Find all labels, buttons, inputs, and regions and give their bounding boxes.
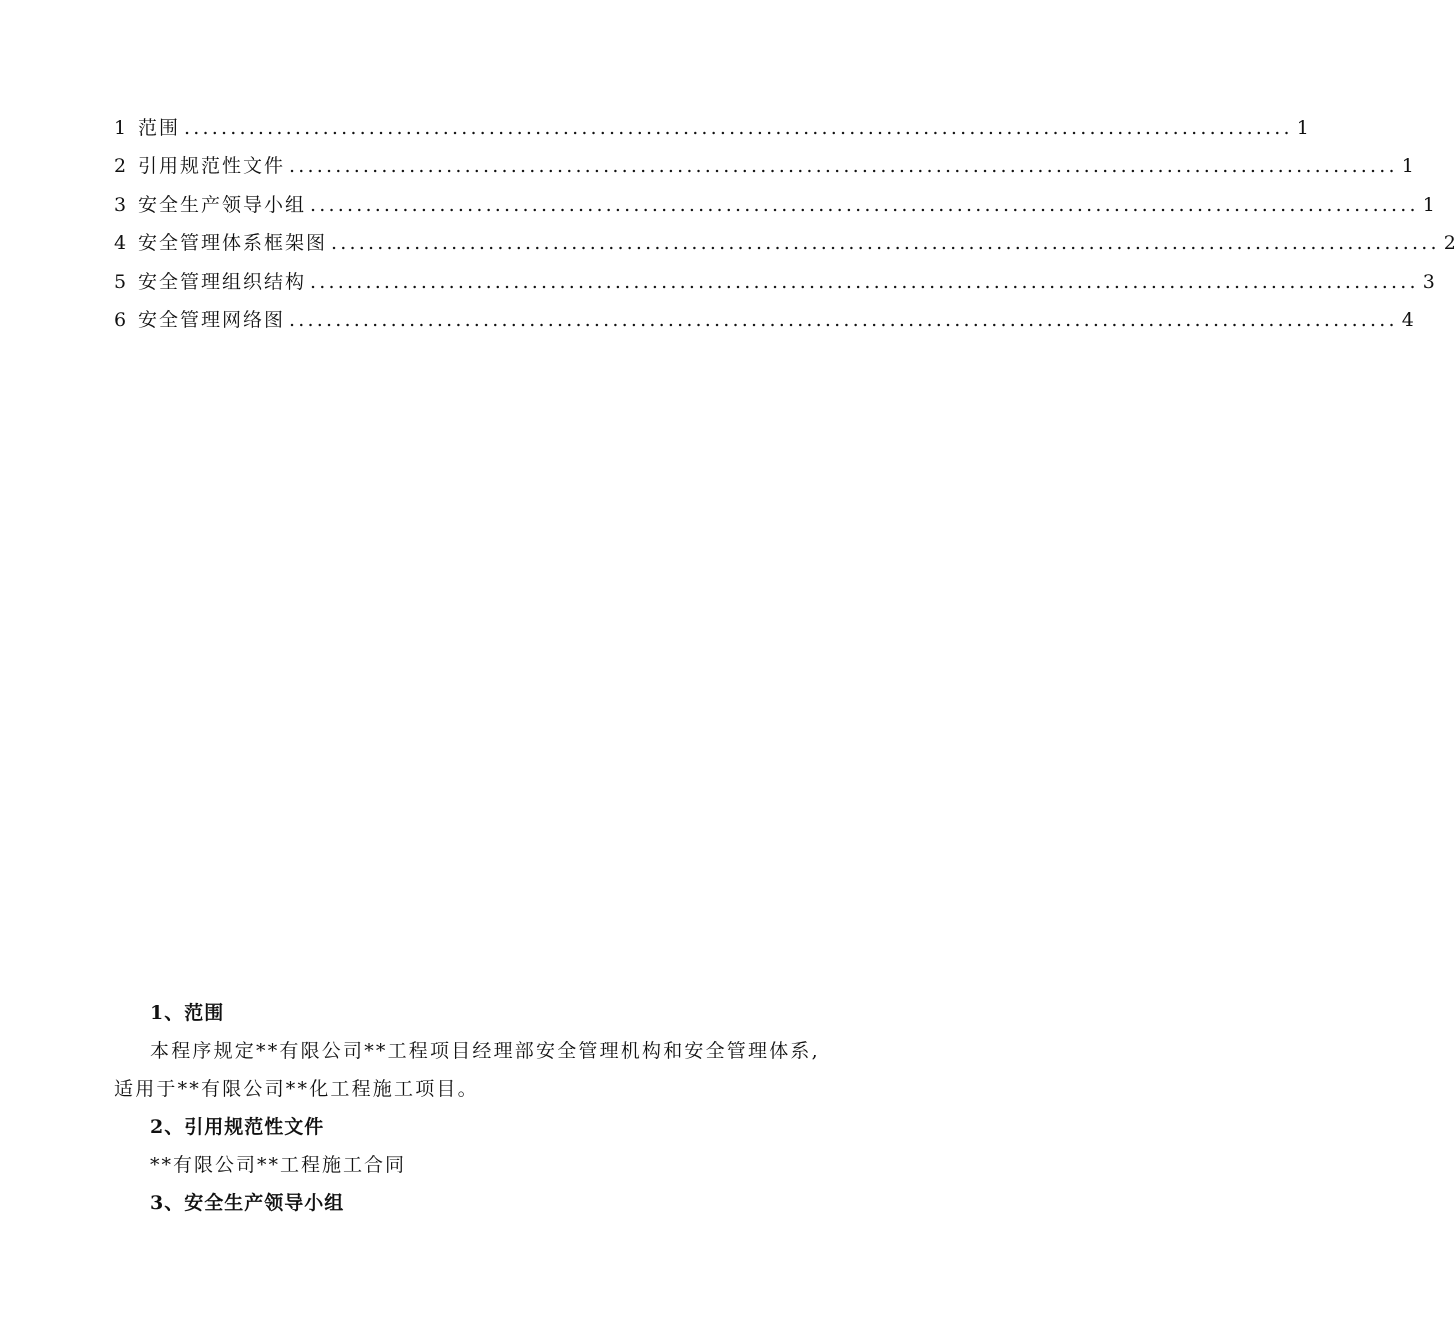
toc-entry-title: 安全管理体系框架图: [138, 232, 328, 255]
toc-entry-title: 范围: [138, 117, 181, 139]
section-heading-scope: 1、范围: [150, 1002, 225, 1024]
toc-entry[interactable]: [114, 267, 1435, 305]
toc-entry-page: 3: [1422, 270, 1435, 293]
toc-entry[interactable]: [114, 190, 1435, 228]
reference-item: **有限公司**工程施工合同: [150, 1154, 407, 1176]
toc-entry-page: 2: [1443, 232, 1456, 255]
toc-entry-title: 安全管理组织结构: [138, 270, 307, 293]
toc-entry-number: 1: [114, 117, 127, 139]
toc-entry-title: 引用规范性文件: [138, 155, 286, 178]
section-heading-leadership-group: 3、安全生产领导小组: [150, 1192, 345, 1214]
toc-leader-dots: ........................................................................................................................: [310, 270, 1419, 293]
toc-entry-title: 安全管理网络图: [138, 308, 286, 331]
table-of-contents: [114, 113, 1456, 343]
toc-entry-page: 1: [1296, 117, 1309, 139]
toc-entry-number: 4: [114, 232, 127, 255]
toc-entry-page: 1: [1422, 193, 1435, 216]
toc-entry-number: 2: [114, 155, 127, 178]
toc-leader-dots: ........................................................................................................................: [289, 155, 1398, 178]
toc-entry[interactable]: [114, 151, 1414, 189]
toc-leader-dots: ........................................................................................................................: [310, 193, 1419, 216]
toc-entry[interactable]: [114, 228, 1456, 266]
document-body: [114, 994, 838, 1222]
toc-leader-dots: ........................................................................................................................: [289, 308, 1398, 331]
toc-entry-number: 3: [114, 193, 127, 216]
toc-entry-page: 4: [1401, 308, 1414, 331]
toc-entry-title: 安全生产领导小组: [138, 193, 307, 216]
toc-entry-number: 6: [114, 308, 127, 331]
toc-leader-dots: ........................................................................................................................: [331, 232, 1440, 255]
toc-leader-dots: ........................................................................................................................: [184, 117, 1293, 139]
section-heading-references: 2、引用规范性文件: [150, 1116, 325, 1138]
toc-entry[interactable]: [114, 113, 1309, 151]
scope-paragraph: 本程序规定**有限公司**工程项目经理部安全管理机构和安全管理体系,适用于**有限公司**化工程施工项目。: [114, 1040, 820, 1100]
toc-entry-page: 1: [1401, 155, 1414, 178]
toc-entry-number: 5: [114, 270, 127, 293]
toc-entry[interactable]: [114, 305, 1414, 343]
